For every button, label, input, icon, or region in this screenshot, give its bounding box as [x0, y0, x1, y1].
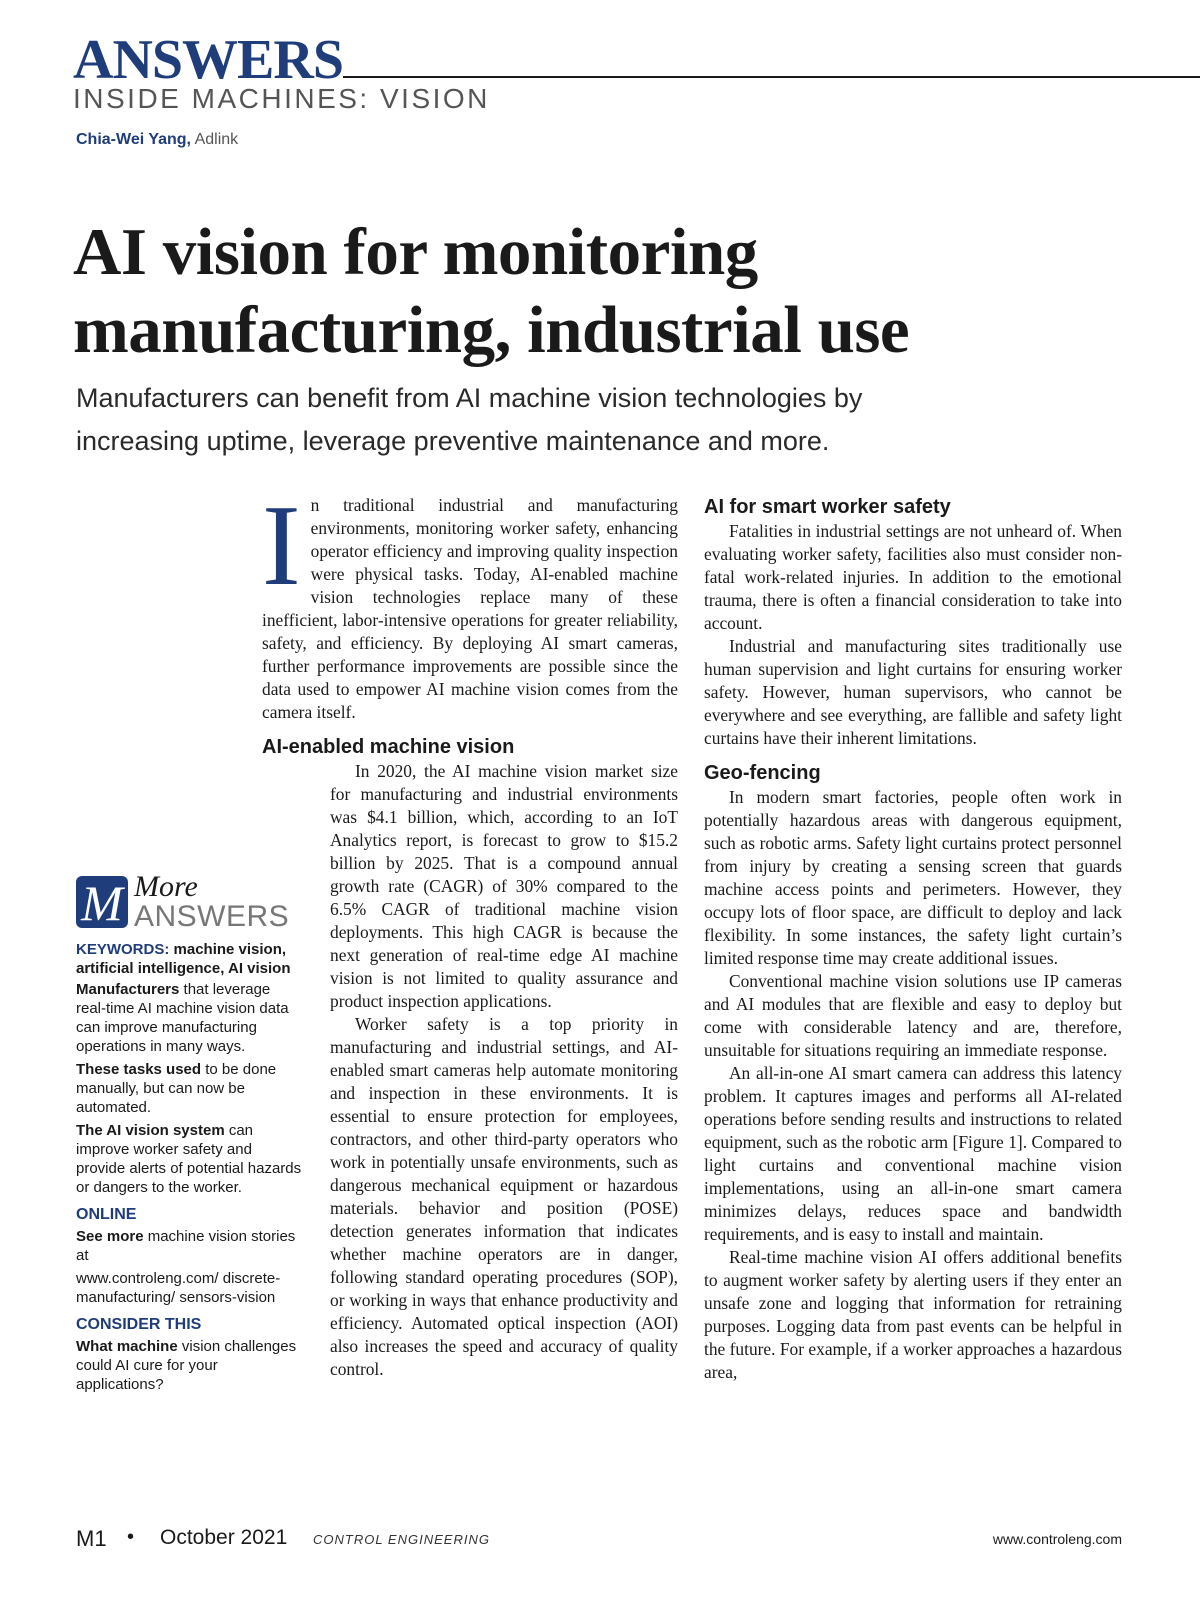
- paragraph-market-text: In 2020, the AI machine vision market size for manufacturing and industrial environments was $4.1 billion, which, according to an IoT Analytics report, is forecast to grow to $15.2 billion by 2025. That is a compound annual growth rate (CAGR) of 30% compared to the 6.5% CAGR of traditional machine vision deployments. This high CAGR is because the next generation of real-time edge AI machine vision is not limited to quality assurance and product inspection applications.: [330, 761, 678, 1011]
- website-url[interactable]: www.controleng.com: [992, 1531, 1122, 1547]
- article-headline: [73, 213, 1133, 369]
- section-title: ANSWERS: [73, 29, 343, 91]
- page-number: M1: [76, 1526, 107, 1551]
- deck-line-2: increasing uptime, leverage preventive maintenance and more.: [76, 426, 830, 456]
- body-column-middle: [262, 482, 678, 1406]
- page-footer: [76, 1526, 1122, 1556]
- logo-answers-text: ANSWERS: [134, 900, 290, 933]
- sidebar-point-1: [76, 980, 302, 1056]
- paragraph-geo-3: An all-in-one AI smart camera can address this latency problem. It captures images and performs all AI-related operations before sending results and instructions to related equipment, such as the robotic arm [Figure 1]. Compared to light curtains and conventional machine vision implementations, using an all-in-one smart camera minimizes delays, reduces space and bandwidth requirements, and is easy to install and maintain.: [704, 1063, 1122, 1244]
- keywords-label: KEYWORDS:: [76, 941, 170, 958]
- section-subtitle: INSIDE MACHINES: VISION: [73, 83, 490, 114]
- author-name: Chia-Wei Yang,: [76, 131, 191, 148]
- drop-cap: I: [262, 482, 301, 610]
- heading-geo-fencing: Geo-fencing: [704, 762, 821, 784]
- intro-text: n traditional industrial and manufacturing environments, monitoring worker safety, enhancing operator efficiency and improving quality inspection were physical tasks. Today, AI-enabled machine vision technologies replace many of these inefficient, labor-intensive operations for greater reliability, safety, and efficiency. By deploying AI smart cameras, further performance improvements are possible since the data used to empower AI machine vision comes from the camera itself.: [262, 495, 678, 722]
- issue-date: October 2021: [160, 1526, 288, 1549]
- heading-worker-safety: AI for smart worker safety: [704, 496, 951, 518]
- publication-name: CONTROL ENGINEERING: [313, 1532, 490, 1547]
- consider-text: [76, 1337, 302, 1394]
- paragraph-worker-safety: Worker safety is a top priority in manufacturing and industrial settings, and AI-enabled smart cameras help automate monitoring and inspection in these environments. It is essential to ensure protection for employees, contractors, and other third-party operators who work in potentially unsafe environments, such as dangerous mechanical equipment or hazardous materials. behavior and position (POSE) detection generates information that indicates whether machine operators are in danger, following standard operating procedures (SOP), or working in ways that enhance productivity and efficiency. Automated optical inspection (AOI) also increases the speed and accuracy of quality control.: [330, 1014, 678, 1379]
- more-answers-logo: [76, 870, 302, 938]
- header-rule: [343, 76, 1200, 78]
- paragraph-sites: Industrial and manufacturing sites traditionally use human supervision and light curtains for ensuring worker safety. However, human supervisors, who cannot be everywhere and see everything, are fallible and safety light curtains have their inherent limitations.: [704, 636, 1122, 748]
- point-1-text: that leverage real-time AI machine vision data can improve manufacturing operations in many ways.: [76, 981, 289, 1055]
- more-answers-m-icon: M: [76, 876, 128, 928]
- headline-line-2: manufacturing, industrial use: [73, 293, 910, 367]
- footer-bullet: •: [127, 1526, 135, 1548]
- keywords: [76, 940, 302, 978]
- consider-lead: What machine: [76, 1338, 178, 1355]
- paragraph-market: [262, 760, 678, 1013]
- intro-paragraph: [262, 482, 678, 724]
- headline-line-1: AI vision for monitoring: [73, 215, 758, 289]
- point-2-text: to be done manually, but can now be automated.: [76, 1061, 277, 1116]
- consider-heading: CONSIDER THIS: [76, 1316, 202, 1333]
- logo-more-text: More: [134, 870, 198, 903]
- paragraph-geo-1: In modern smart factories, people often work in potentially hazardous areas with dangerous equipment, such as robotic arms. Safety light curtains protect personnel from injury by creating a sensing screen that guards machine access points and perimeters. However, they occupy lots of floor space, are difficult to deploy and lack flexibility. In some instances, the safety light curtain’s limited response time may create additional issues.: [704, 787, 1122, 968]
- point-3-text: can improve worker safety and provide alerts of potential hazards or dangers to the worker.: [76, 1122, 302, 1196]
- online-link[interactable]: www.controleng.com/ discrete-manufacturing/ sensors-vision: [76, 1270, 281, 1306]
- online-heading: ONLINE: [76, 1206, 137, 1223]
- paragraph-geo-4: Real-time machine vision AI offers additional benefits to augment worker safety by alerting users if they enter an unsafe zone and logging that information for retraining purposes. Logging data from past events can be helpful in the future. For example, if a worker approaches a hazardous area,: [704, 1247, 1122, 1382]
- body-column-right: [704, 494, 1122, 1384]
- sidebar-point-2: [76, 1060, 302, 1117]
- heading-machine-vision: AI-enabled machine vision: [262, 736, 515, 758]
- point-2-lead: These tasks used: [76, 1061, 202, 1078]
- point-1-lead: Manufacturers: [76, 981, 180, 998]
- author-company: Adlink: [194, 131, 239, 148]
- keywords-list: machine vision, artificial intelligence, AI vision: [76, 941, 291, 977]
- more-answers-sidebar: [76, 870, 302, 1398]
- online-rest: machine vision stories at: [76, 1228, 296, 1264]
- online-text: [76, 1227, 302, 1265]
- paragraph-geo-2: Conventional machine vision solutions use IP cameras and AI modules that are flexible and easy to deploy but come with considerable latency and are, therefore, unsuitable for situations requiring an immediate response.: [704, 971, 1122, 1060]
- consider-rest: vision challenges could AI cure for your applications?: [76, 1338, 297, 1393]
- paragraph-fatalities: Fatalities in industrial settings are not unheard of. When evaluating worker safety, facilities also must consider non-fatal work-related injuries. In addition to the emotional trauma, there is often a financial consideration to take into account.: [704, 521, 1122, 633]
- deck-line-1: Manufacturers can benefit from AI machine vision technologies by: [76, 383, 863, 413]
- byline: [76, 131, 238, 149]
- point-3-lead: The AI vision system: [76, 1122, 225, 1139]
- sidebar-point-3: [76, 1121, 302, 1197]
- online-lead: See more: [76, 1228, 144, 1245]
- article-deck: [76, 377, 1136, 463]
